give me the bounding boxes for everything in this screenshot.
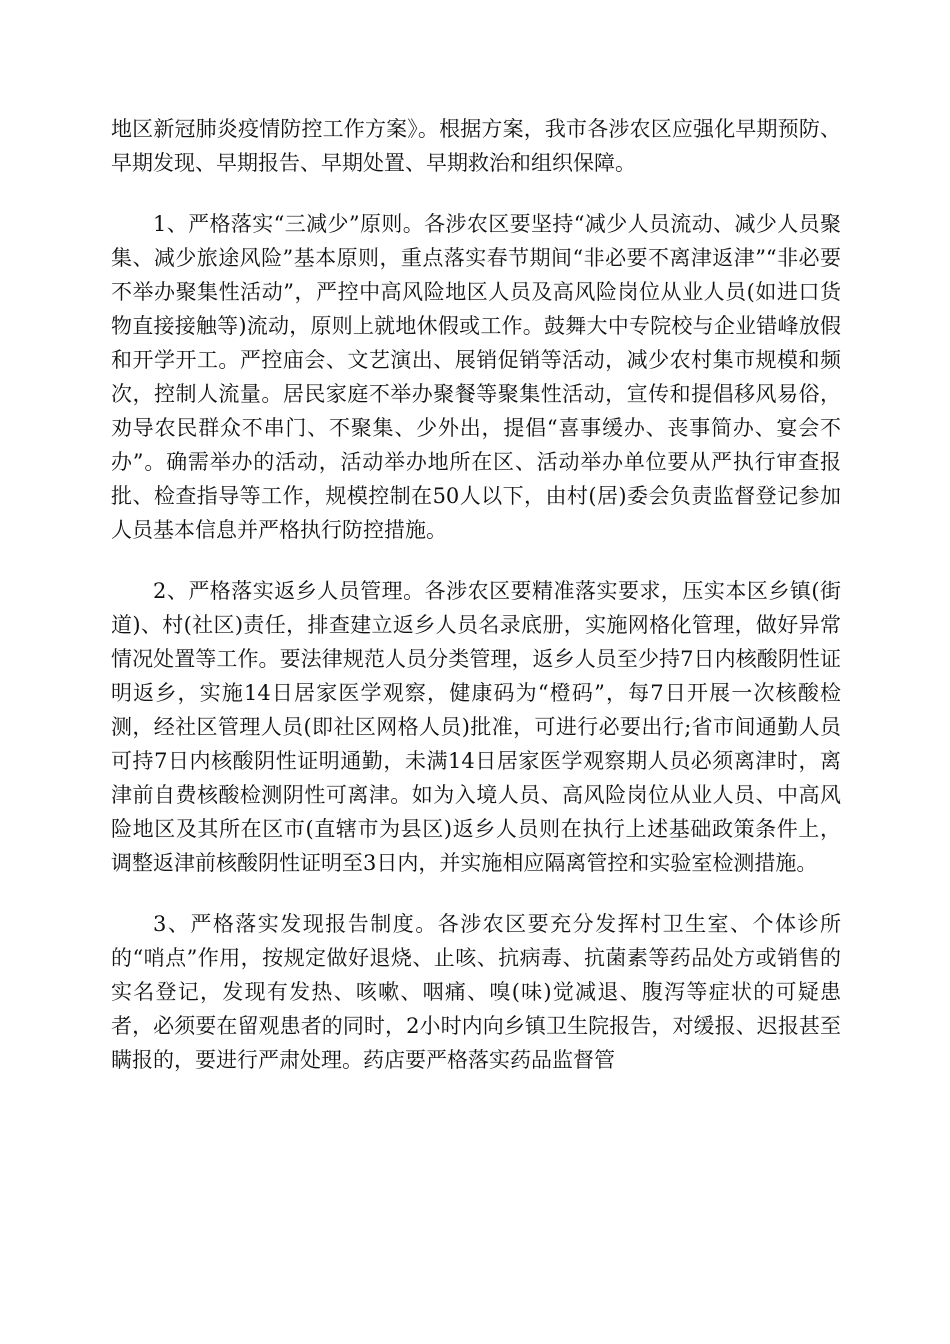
intro-paragraph: 地区新冠肺炎疫情防控工作方案》。根据方案，我市各涉农区应强化早期预防、早期发现、早期报告、早期处置、早期救治和组织保障。 bbox=[111, 117, 841, 175]
item-2-paragraph: 2、严格落实返乡人员管理。各涉农区要精准落实要求，压实本区乡镇(街道)、村(社区)责任，排查建立返乡人员名录底册，实施网格化管理，做好异常情况处置等工作。要法律规范人员分类管理，返乡人员至少持7日内核酸阴性证明返乡，实施14日居家医学观察，健康码为“橙码”，每7日开展一次核酸检测，经社区管理人员(即社区网格人员)批准，可进行必要出行;省市间通勤人员可持7日内核酸阴性证明通勤，未满14日居家医学观察期人员必须离津时，离津前自费核酸检测阴性可离津。如为入境人员、高风险岗位从业人员、中高风险地区及其所在区市(直辖市为县区)返乡人员则在执行上述基础政策条件上，调整返津前核酸阴性证明至3日内，并实施相应隔离管控和实验室检测措施。 bbox=[111, 579, 841, 875]
item-3-paragraph: 3、严格落实发现报告制度。各涉农区要充分发挥村卫生室、个体诊所的“哨点”作用，按规定做好退烧、止咳、抗病毒、抗菌素等药品处方或销售的实名登记，发现有发热、咳嗽、咽痛、嗅(味)觉减退、腹泻等症状的可疑患者，必须要在留观患者的同时，2小时内向乡镇卫生院报告，对缓报、迟报甚至瞒报的，要进行严肃处理。药店要严格落实药品监督管 bbox=[111, 912, 841, 1072]
document-body bbox=[111, 112, 841, 1077]
item-1-paragraph: 1、严格落实“三减少”原则。各涉农区要坚持“减少人员流动、减少人员聚集、减少旅途风险”基本原则，重点落实春节期间“非必要不离津返津”“非必要不举办聚集性活动”，严控中高风险地区人员及高风险岗位从业人员(如进口货物直接接触等)流动，原则上就地休假或工作。鼓舞大中专院校与企业错峰放假和开学开工。严控庙会、文艺演出、展销促销等活动，减少农村集市规模和频次，控制人流量。居民家庭不举办聚餐等聚集性活动，宣传和提倡移风易俗，劝导农民群众不串门、不聚集、少外出，提倡“喜事缓办、丧事简办、宴会不办”。确需举办的活动，活动举办地所在区、活动举办单位要从严执行审查报批、检查指导等工作，规模控制在50人以下，由村(居)委会负责监督登记参加人员基本信息并严格执行防控措施。 bbox=[111, 212, 841, 542]
